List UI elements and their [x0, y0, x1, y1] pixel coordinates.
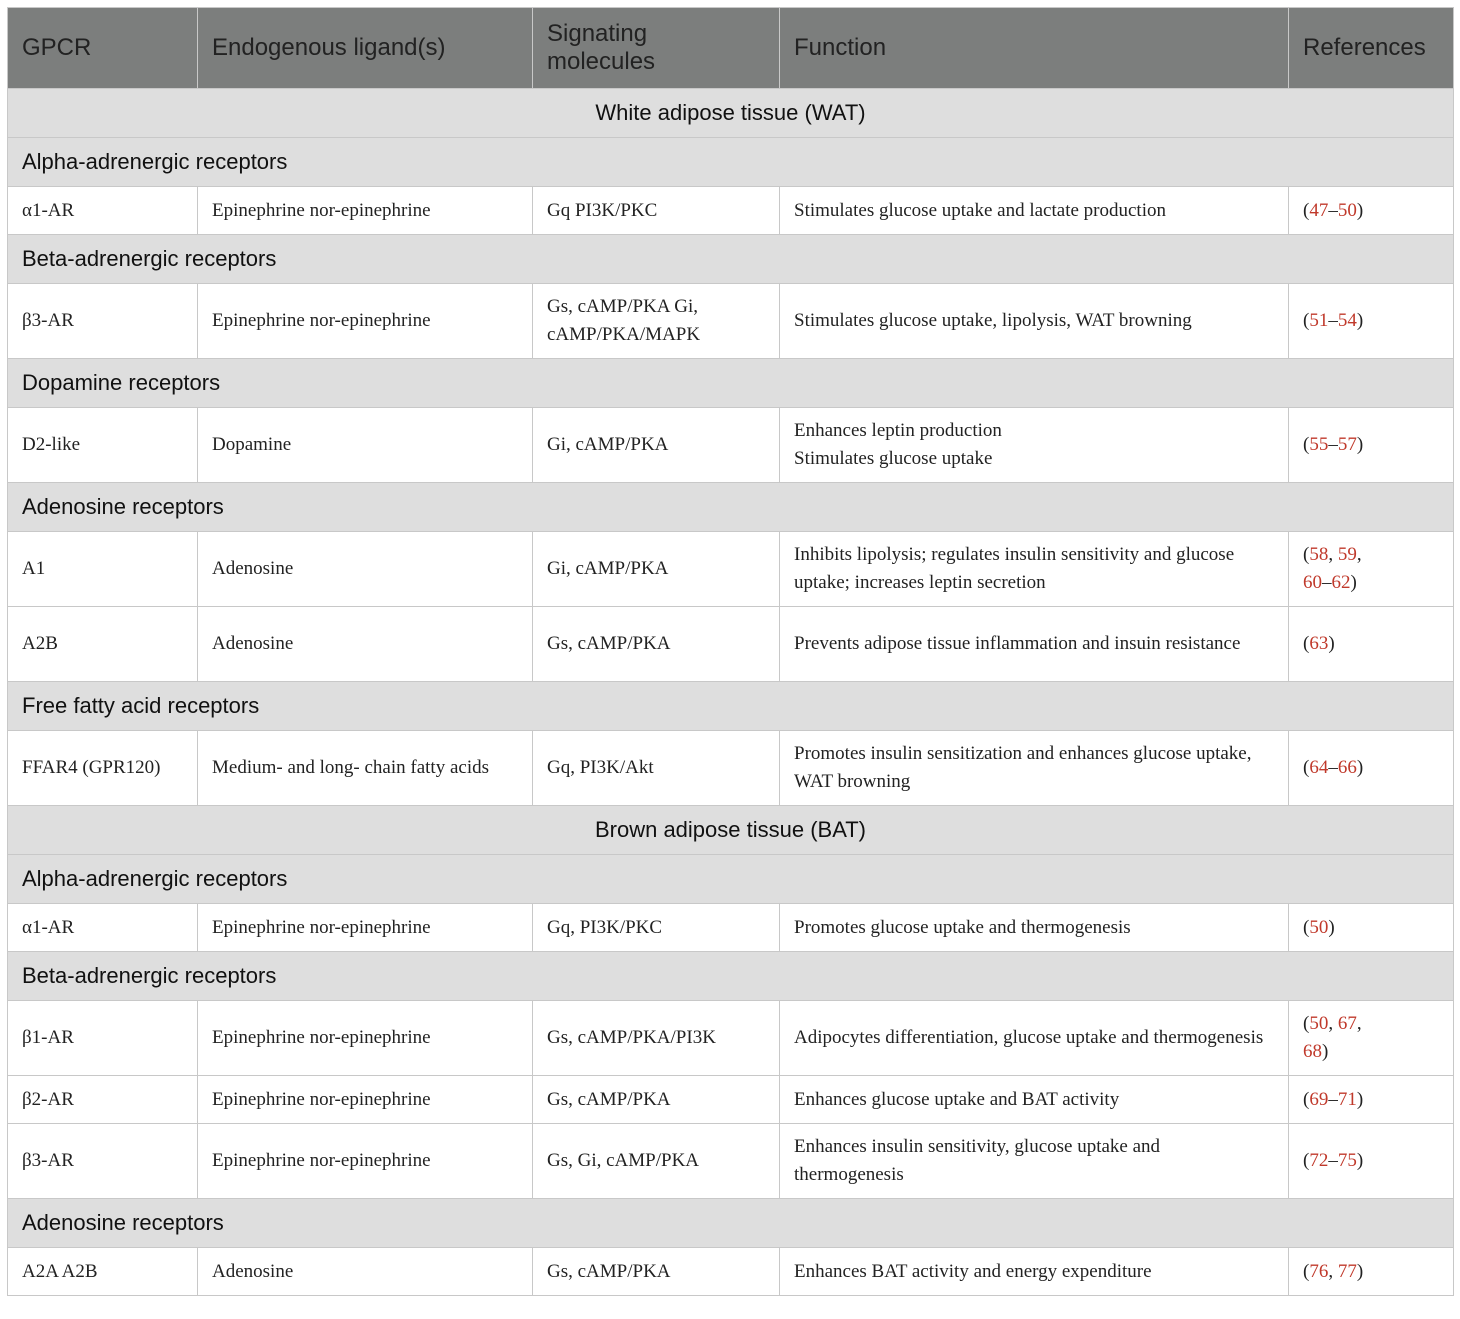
- cell-function: [780, 1248, 1289, 1296]
- reference-separator: –: [1328, 1088, 1338, 1110]
- section-row: [8, 89, 1454, 138]
- cell-signaling: Gs, cAMP/PKA Gi, cAMP/PKA/MAPK: [533, 284, 780, 359]
- reference-link[interactable]: 66: [1337, 757, 1357, 778]
- reference-link[interactable]: 58: [1309, 544, 1329, 565]
- reference-link[interactable]: 62: [1331, 572, 1351, 593]
- reference-link[interactable]: 60: [1303, 572, 1322, 593]
- cell-function: [780, 731, 1289, 806]
- cell-ligand: Medium- and long- chain fatty acids: [198, 731, 533, 806]
- group-title: Beta-adrenergic receptors: [8, 235, 1454, 284]
- reference-link[interactable]: 59: [1337, 544, 1357, 565]
- cell-gpcr: A2A A2B: [8, 1248, 198, 1296]
- table-row: [8, 904, 1454, 952]
- function-text: Stimulates glucose uptake, lipolysis, WAT browning: [794, 310, 1192, 331]
- table-row: [8, 532, 1454, 607]
- group-row: [8, 138, 1454, 187]
- cell-references: (58, 59, 60–62): [1289, 532, 1454, 607]
- header-function: Function: [780, 8, 1289, 89]
- function-text: Inhibits lipolysis; regulates insulin sensitivity and glucose uptake; increases leptin secretion: [794, 544, 1235, 593]
- cell-references: (72–75): [1289, 1124, 1454, 1199]
- table-row: [8, 731, 1454, 806]
- table-row: [8, 1076, 1454, 1124]
- reference-link[interactable]: 50: [1309, 1013, 1329, 1034]
- cell-function: [780, 1124, 1289, 1199]
- reference-link[interactable]: 50: [1337, 199, 1357, 221]
- reference-link[interactable]: 54: [1337, 310, 1357, 331]
- group-title: Dopamine receptors: [8, 359, 1454, 408]
- header-ligand: Endogenous ligand(s): [198, 8, 533, 89]
- cell-function: [780, 284, 1289, 359]
- cell-signaling: Gi, cAMP/PKA: [533, 532, 780, 607]
- reference-separator: ,: [1356, 544, 1362, 565]
- reference-link[interactable]: 57: [1337, 434, 1357, 455]
- header-signaling: Signating molecules: [533, 8, 780, 89]
- cell-ligand: Epinephrine nor-epinephrine: [198, 1076, 533, 1124]
- group-row: [8, 855, 1454, 904]
- reference-link[interactable]: 55: [1309, 434, 1329, 455]
- table-row: [8, 408, 1454, 483]
- reference-link[interactable]: 72: [1309, 1150, 1329, 1171]
- reference-link[interactable]: 51: [1309, 310, 1329, 331]
- cell-ligand: Adenosine: [198, 1248, 533, 1296]
- table-row: [8, 1001, 1454, 1076]
- cell-function: [780, 187, 1289, 235]
- group-row: [8, 235, 1454, 284]
- function-text: Enhances BAT activity and energy expenditure: [794, 1260, 1152, 1282]
- cell-signaling: Gi, cAMP/PKA: [533, 408, 780, 483]
- reference-link[interactable]: 68: [1303, 1041, 1322, 1062]
- cell-gpcr: β2-AR: [8, 1076, 198, 1124]
- group-row: [8, 682, 1454, 731]
- reference-separator: ,: [1356, 1013, 1362, 1034]
- function-text: Adipocytes differentiation, glucose uptake and thermogenesis: [794, 1027, 1264, 1048]
- function-text: Promotes insulin sensitization and enhances glucose uptake, WAT browning: [794, 743, 1252, 792]
- table-row: [8, 607, 1454, 682]
- cell-signaling: Gs, Gi, cAMP/PKA: [533, 1124, 780, 1199]
- reference-separator: –: [1328, 1150, 1338, 1171]
- cell-references: (69–71): [1289, 1076, 1454, 1124]
- reference-separator: ,: [1328, 1013, 1338, 1034]
- function-text: Promotes glucose uptake and thermogenesis: [794, 916, 1131, 938]
- cell-ligand: Epinephrine nor-epinephrine: [198, 1124, 533, 1199]
- cell-signaling: Gq PI3K/PKC: [533, 187, 780, 235]
- reference-separator: ,: [1328, 544, 1338, 565]
- reference-separator: –: [1328, 434, 1338, 455]
- reference-separator: –: [1328, 199, 1338, 221]
- section-title: White adipose tissue (WAT): [8, 89, 1454, 138]
- gpcr-table: [7, 7, 1454, 1296]
- reference-link[interactable]: 47: [1309, 199, 1329, 221]
- reference-link[interactable]: 77: [1337, 1260, 1357, 1282]
- cell-references: (64–66): [1289, 731, 1454, 806]
- reference-link[interactable]: 75: [1337, 1150, 1357, 1171]
- group-title: Free fatty acid receptors: [8, 682, 1454, 731]
- reference-separator: ,: [1328, 1260, 1338, 1282]
- section-row: [8, 806, 1454, 855]
- function-text: Stimulates glucose uptake: [794, 448, 993, 469]
- table-body: [8, 89, 1454, 1296]
- function-text: Enhances insulin sensitivity, glucose uptake and thermogenesis: [794, 1136, 1161, 1185]
- function-text: Prevents adipose tissue inflammation and insuin resistance: [794, 633, 1241, 654]
- cell-ligand: Adenosine: [198, 532, 533, 607]
- cell-signaling: Gs, cAMP/PKA: [533, 607, 780, 682]
- reference-separator: –: [1322, 572, 1332, 593]
- function-text: Enhances glucose uptake and BAT activity: [794, 1088, 1120, 1110]
- group-title: Adenosine receptors: [8, 483, 1454, 532]
- cell-gpcr: A2B: [8, 607, 198, 682]
- reference-link[interactable]: 50: [1309, 916, 1329, 938]
- cell-signaling: Gq, PI3K/PKC: [533, 904, 780, 952]
- reference-link[interactable]: 63: [1309, 633, 1329, 654]
- cell-signaling: Gs, cAMP/PKA: [533, 1076, 780, 1124]
- cell-references: (50): [1289, 904, 1454, 952]
- table-row: [8, 1248, 1454, 1296]
- cell-gpcr: β1-AR: [8, 1001, 198, 1076]
- cell-ligand: Epinephrine nor-epinephrine: [198, 284, 533, 359]
- reference-link[interactable]: 69: [1309, 1088, 1329, 1110]
- cell-gpcr: β3-AR: [8, 1124, 198, 1199]
- cell-ligand: Adenosine: [198, 607, 533, 682]
- cell-gpcr: FFAR4 (GPR120): [8, 731, 198, 806]
- group-title: Beta-adrenergic receptors: [8, 952, 1454, 1001]
- reference-separator: –: [1328, 310, 1338, 331]
- cell-gpcr: D2-like: [8, 408, 198, 483]
- group-row: [8, 952, 1454, 1001]
- reference-link[interactable]: 71: [1337, 1088, 1357, 1110]
- function-text: Enhances leptin production: [794, 420, 1002, 441]
- header-gpcr: GPCR: [8, 8, 198, 89]
- cell-references: (55–57): [1289, 408, 1454, 483]
- cell-ligand: Dopamine: [198, 408, 533, 483]
- table-row: [8, 187, 1454, 235]
- cell-function: [780, 532, 1289, 607]
- group-row: [8, 1199, 1454, 1248]
- cell-ligand: Epinephrine nor-epinephrine: [198, 187, 533, 235]
- reference-link[interactable]: 67: [1337, 1013, 1357, 1034]
- table-row: [8, 1124, 1454, 1199]
- reference-link[interactable]: 64: [1309, 757, 1329, 778]
- group-row: [8, 483, 1454, 532]
- group-title: Adenosine receptors: [8, 1199, 1454, 1248]
- cell-signaling: Gq, PI3K/Akt: [533, 731, 780, 806]
- cell-ligand: Epinephrine nor-epinephrine: [198, 1001, 533, 1076]
- table-row: [8, 284, 1454, 359]
- reference-separator: –: [1328, 757, 1338, 778]
- group-row: [8, 359, 1454, 408]
- table-header: [8, 8, 1454, 89]
- cell-gpcr: A1: [8, 532, 198, 607]
- cell-function: [780, 408, 1289, 483]
- cell-function: [780, 1001, 1289, 1076]
- function-text: Stimulates glucose uptake and lactate production: [794, 199, 1166, 221]
- cell-references: (63): [1289, 607, 1454, 682]
- cell-gpcr: β3-AR: [8, 284, 198, 359]
- cell-references: (47–50): [1289, 187, 1454, 235]
- group-title: Alpha-adrenergic receptors: [8, 855, 1454, 904]
- reference-link[interactable]: 76: [1309, 1260, 1329, 1282]
- cell-gpcr: α1-AR: [8, 187, 198, 235]
- cell-references: (51–54): [1289, 284, 1454, 359]
- cell-references: (76, 77): [1289, 1248, 1454, 1296]
- cell-function: [780, 1076, 1289, 1124]
- header-references: References: [1289, 8, 1454, 89]
- cell-signaling: Gs, cAMP/PKA: [533, 1248, 780, 1296]
- section-title: Brown adipose tissue (BAT): [8, 806, 1454, 855]
- cell-function: [780, 607, 1289, 682]
- cell-ligand: Epinephrine nor-epinephrine: [198, 904, 533, 952]
- cell-function: [780, 904, 1289, 952]
- cell-signaling: Gs, cAMP/PKA/PI3K: [533, 1001, 780, 1076]
- group-title: Alpha-adrenergic receptors: [8, 138, 1454, 187]
- cell-gpcr: α1-AR: [8, 904, 198, 952]
- cell-references: (50, 67, 68): [1289, 1001, 1454, 1076]
